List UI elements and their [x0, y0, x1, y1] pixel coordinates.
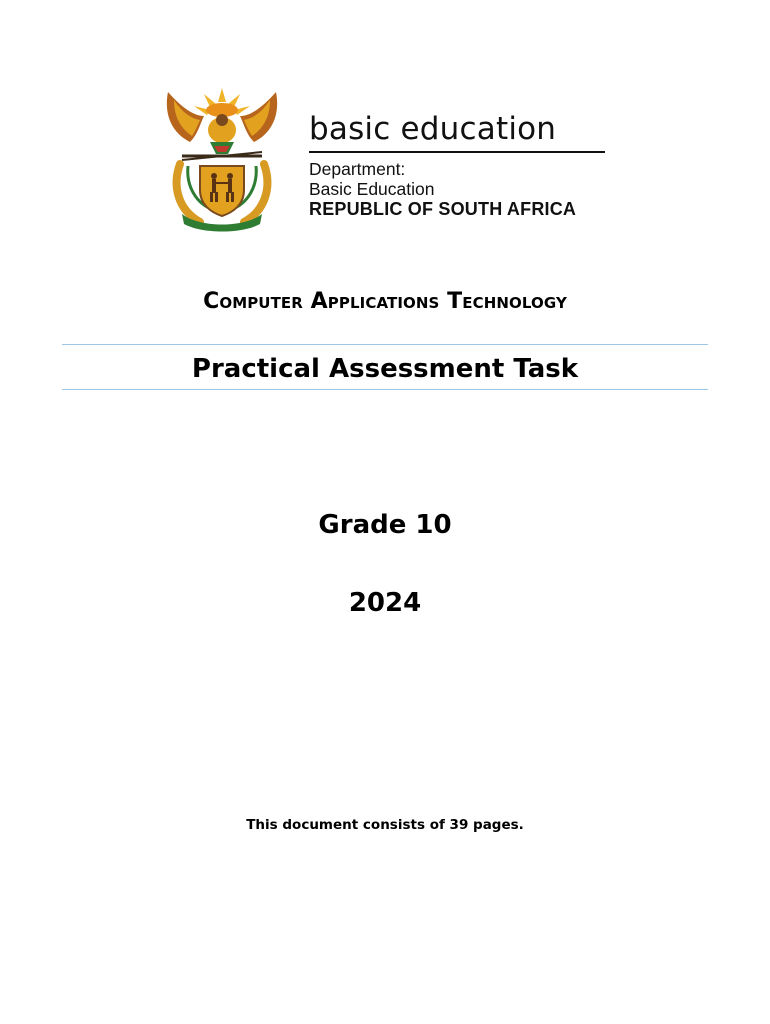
department-label: Department: [309, 159, 406, 179]
task-title: Practical Assessment Task [191, 354, 579, 384]
subject-heading: Computer Applications Technology [203, 289, 567, 314]
page-count-note: This document consists of 39 pages. [246, 817, 524, 833]
brand-underline [309, 151, 605, 153]
coat-of-arms-icon [160, 86, 284, 232]
department-name: Basic Education [309, 179, 435, 199]
country-name: REPUBLIC OF SOUTH AFRICA [309, 199, 577, 219]
title-rule-bottom [62, 389, 708, 390]
year-label: 2024 [348, 588, 422, 618]
grade-label: Grade 10 [318, 510, 452, 540]
title-rule-top [62, 344, 708, 345]
department-text [309, 111, 609, 219]
brand-name: basic education [309, 111, 557, 147]
department-logo [160, 86, 620, 236]
